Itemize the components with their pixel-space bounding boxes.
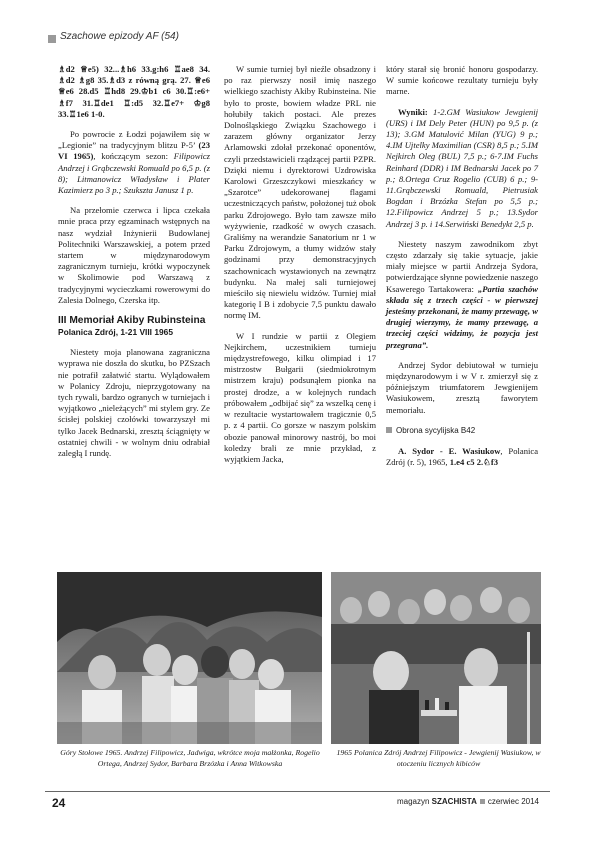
- section-subtitle: Polanica Zdrój, 1-21 VIII 1965: [58, 327, 173, 338]
- blitz-date: (23 VI 1965): [58, 140, 210, 162]
- blitz-results: Filipowicz Andrzej i Grąbczewski Romuald po 6,5 p. (z 8); Litmanowicz Władysław i Plater Kazimierz po 3 p.; Szukszta Janusz 1 p.: [58, 151, 211, 196]
- tartakower-quote: „Partia szachów składa się z trzech części - w pierwszej jesteśmy przekonani, że mamy przewagę, w drugiej wierzymy, że mamy przewagę, a trzeciej części widzimy, że pozycja jest przegrana”.: [386, 283, 538, 350]
- section-title: III Memoriał Akiby Rubinsteina: [58, 315, 206, 327]
- magazine-prefix: magazyn: [396, 797, 432, 806]
- issue-date: czerwiec 2014: [487, 797, 539, 806]
- game-header: [386, 446, 538, 468]
- game-players: A. Sydor - E. Wasiukow: [398, 446, 501, 457]
- blitz-paragraph: [58, 129, 210, 196]
- results-paragraph: [386, 107, 538, 230]
- results-label: Wyniki:: [398, 106, 434, 117]
- blitz-text: Po powrocie z Łodzi pojawiłem się w „Legionie” na tradycyjnym blitzu P-5’: [58, 129, 210, 151]
- quote-paragraph: [386, 239, 538, 351]
- group-photo: [57, 572, 322, 744]
- left-photo-caption: Góry Stołowe 1965. Andrzej Filipowicz, Jadwiga, wkrótce moja małżonka, Rogelio Ortega, Andrzej Sydor, Barbara Brzózka i Anna Witkowska: [60, 748, 320, 768]
- game-moves-text: ♗d2 ♕e5) 32...♗h6 33.g:h6 ♖ae8 34. ♗d2 ♗g8 35.♗d3 z równą grą. 27. ♕e6 ♕e6 28.d5 ♖hd8 29.♔b1 c6 30.♖:e6+ ♗f7 31.♖de1 ♖:d5 32.♖e7+ ♔g8 33.♖1e6 1-0.: [58, 64, 210, 119]
- opening-label: [386, 425, 538, 436]
- footer-magazine: [397, 797, 539, 806]
- tournament-photo: [331, 572, 541, 744]
- column-3: [386, 64, 538, 478]
- paragraph: który starał się bronić honoru gospodarzy. W sumie końcowe rezultaty turnieju były marne.: [386, 64, 538, 97]
- column-1: [58, 64, 210, 468]
- opening-square-icon: [386, 427, 392, 433]
- paragraph: Niestety moja planowana zagraniczna wyprawa nie doszła do skutku, bo PZSzach nie potrafił załatwić startu. Wylądowałem w Polanicy Zdroju, nieprzygotowany na tych rywali, bardzo ogranych w turniejach i wyjątkowo „nieleżących” mi stylem gry. Ze ścisłej polskiej czołówki towarzyszył mi tylko Jacek Bednarski, zresztą ściągnięty w ostatniej chwili - w wolnym dniu odrabiał zaległą I rundę.: [58, 347, 210, 459]
- magazine-name: SZACHISTA: [431, 797, 477, 806]
- right-photo-caption: 1965 Polanica Zdrój Andrzej Filipowicz - Jewgienij Wasiukow, w otoczeniu licznych kibiców: [336, 748, 541, 768]
- game-info: , Polanica Zdrój (r. 5), 1965,: [386, 446, 539, 468]
- page-number: 24: [52, 796, 66, 810]
- paragraph: W I rundzie w partii z Olegiem Nejkirchem, uczestnikiem turnieju międzystrefowego, kilku olimpiad i 17 mistrzostw Bułgarii (siedmiokrotnym mistrzem kraju) podsunąłem pionka na prostej drodze, a w kolejnych rundach próbowałem „odbijać się” za wszelką cenę i w rezultacie wystartowałem tragicznie 0,5 p. z 4 partii. Co gorsze w naszym polskim obozie panował minorowy nastrój, bo moi koledzy brali ze mnie przykład, z wyjątkiem Jacka,: [224, 330, 376, 464]
- quote-intro: Niestety naszym zawodnikom zbyt często zdarzały się takie sytuacje, jakie miały miejsce w partii Andrzeja Sydora, potwierdzające słynne powiedzenie naszego Ksawerego Tartakowera:: [386, 238, 538, 294]
- footer-divider: [45, 791, 550, 792]
- paragraph: W sumie turniej był nieźle obsadzony i po raz pierwszy nosił imię naszego wielkiego szachisty Akiby Rubinsteina. Nie było to proste, bowiem władze PRL nie hołubiły takich postaci. Ale prezes Dolnośląskiego Związku Szachowego i zarazem główny organizator Jerzy Arlamowski zdołał przekonać oponentów, czyli przedstawicieli rządzącej partii PZPR. Dzięki niemu i dyrektorowi Uzdrowiska Karolowi Grzeszczykowi mieszkańcy w „Szarotce” udekorowanej flagami uczestniczących państw, położonej tuż obok parku Zdrojowego. Było tam zawsze miło wyżywienie, rzadkość w owych czasach. Graliśmy na werandzie Sanatorium nr 1 w Parku Zdrojowym, a tłumy widzów stały godzinami przy demonstracyjnych szachownicach wystawionych na zewnątrz budynku. Na małej sali turniejowej mieściło się niewielu widzów. Turniej miał kategorię I B i zdobycie 7,5 punktu dawało normę IM.: [224, 64, 376, 321]
- opening-name: Obrona sycylijska B42: [396, 425, 476, 435]
- column-2: [224, 64, 376, 474]
- blitz-text-2: , kończącym sezon:: [93, 151, 174, 162]
- game-start-moves: 1.e4 c5 2.♘f3: [449, 457, 499, 468]
- results-list: 1-2.GM Wasiukow Jewgienij (URS) i IM Dely Peter (HUN) po 9,5 p. (z 13); 3.GM Matulović Milan (YUG) 9 p.; 4.IM Ujtelky Maximilian (CSR) 8,5 p.; 5.IM Nejkirch Oleg (BUL) 7,5 p.; 6-7.IM Fuchs Reinhard (DDR) i IM Bednarski Jacek po 7 p.; 8.Ortega Cruz Rogelio (CUB) 6 p.; 9-11.Grąbczewski Romuald, Pietrusiak Bogdan i Brzózka Stefan po 5,5 p.; 12.Filipowicz Andrzej 5 p.; 13.Sydor Andrzej 3 p. i 14.Serwiński Benedykt 2,5 p.: [386, 106, 538, 229]
- footer-square-icon: [480, 799, 485, 804]
- header-square-icon: [48, 35, 56, 43]
- series-title: Szachowe epizody AF (54): [60, 31, 179, 42]
- paragraph: Andrzej Sydor debiutował w turnieju międzynarodowym i w V r. zmierzył się z późniejszym triumfatorem Jewgienijem Wasiukowem, zresztą faworytem memoriału.: [386, 359, 538, 415]
- paragraph: Na przełomie czerwca i lipca czekała mnie praca przy egzaminach wstępnych na nasz wydział Inżynierii Budowlanej Politechniki Warszawskiej, a potem przed startem w międzynarodowym zagranicznym turnieju, krótki wypoczynek w Skolimowie pod Warszawą z tradycyjnymi wycieczkami rowerowymi do Zalesia Dolnego, Czerska itp.: [58, 205, 210, 305]
